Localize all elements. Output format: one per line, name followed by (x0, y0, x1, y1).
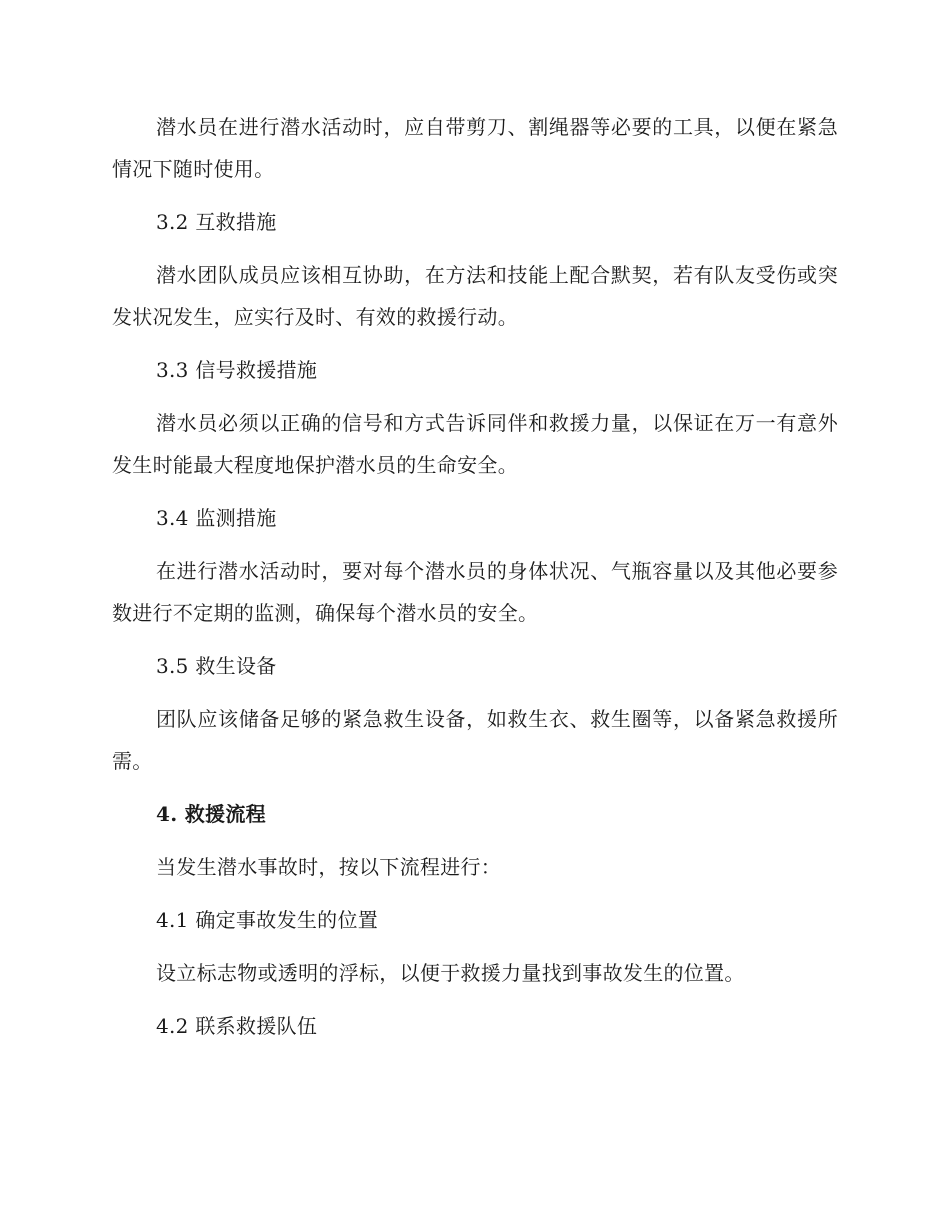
paragraph-cutting-tools: 潜水员在进行潜水活动时，应自带剪刀、割绳器等必要的工具，以便在紧急情况下随时使用。 (112, 115, 838, 181)
section-heading-3-2: 3.2 互救措施 (156, 210, 277, 234)
paragraph-mutual-rescue: 潜水团队成员应该相互协助，在方法和技能上配合默契，若有队友受伤或突发状况发生，应实行及时、有效的救援行动。 (112, 263, 838, 329)
section-heading-3-5: 3.5 救生设备 (156, 654, 277, 678)
document-body (112, 106, 838, 1058)
paragraph-procedure-intro: 当发生潜水事故时，按以下流程进行： (156, 855, 502, 879)
paragraph-signal-rescue: 潜水员必须以正确的信号和方式告诉同伴和救援力量，以保证在万一有意外发生时能最大程度地保护潜水员的生命安全。 (112, 411, 838, 477)
section-heading-4-2: 4.2 联系救援队伍 (156, 1014, 318, 1038)
section-heading-3-3: 3.3 信号救援措施 (156, 358, 318, 382)
paragraph-monitoring: 在进行潜水活动时，要对每个潜水员的身体状况、气瓶容量以及其他必要参数进行不定期的监测，确保每个潜水员的安全。 (112, 559, 838, 625)
paragraph-lifesaving-equipment: 团队应该储备足够的紧急救生设备，如救生衣、救生圈等，以备紧急救援所需。 (112, 707, 838, 773)
section-heading-4: 4. 救援流程 (156, 802, 266, 826)
section-heading-4-1: 4.1 确定事故发生的位置 (156, 908, 379, 932)
section-heading-3-4: 3.4 监测措施 (156, 506, 277, 530)
paragraph-marker-buoy: 设立标志物或透明的浮标，以便于救援力量找到事故发生的位置。 (156, 961, 745, 985)
